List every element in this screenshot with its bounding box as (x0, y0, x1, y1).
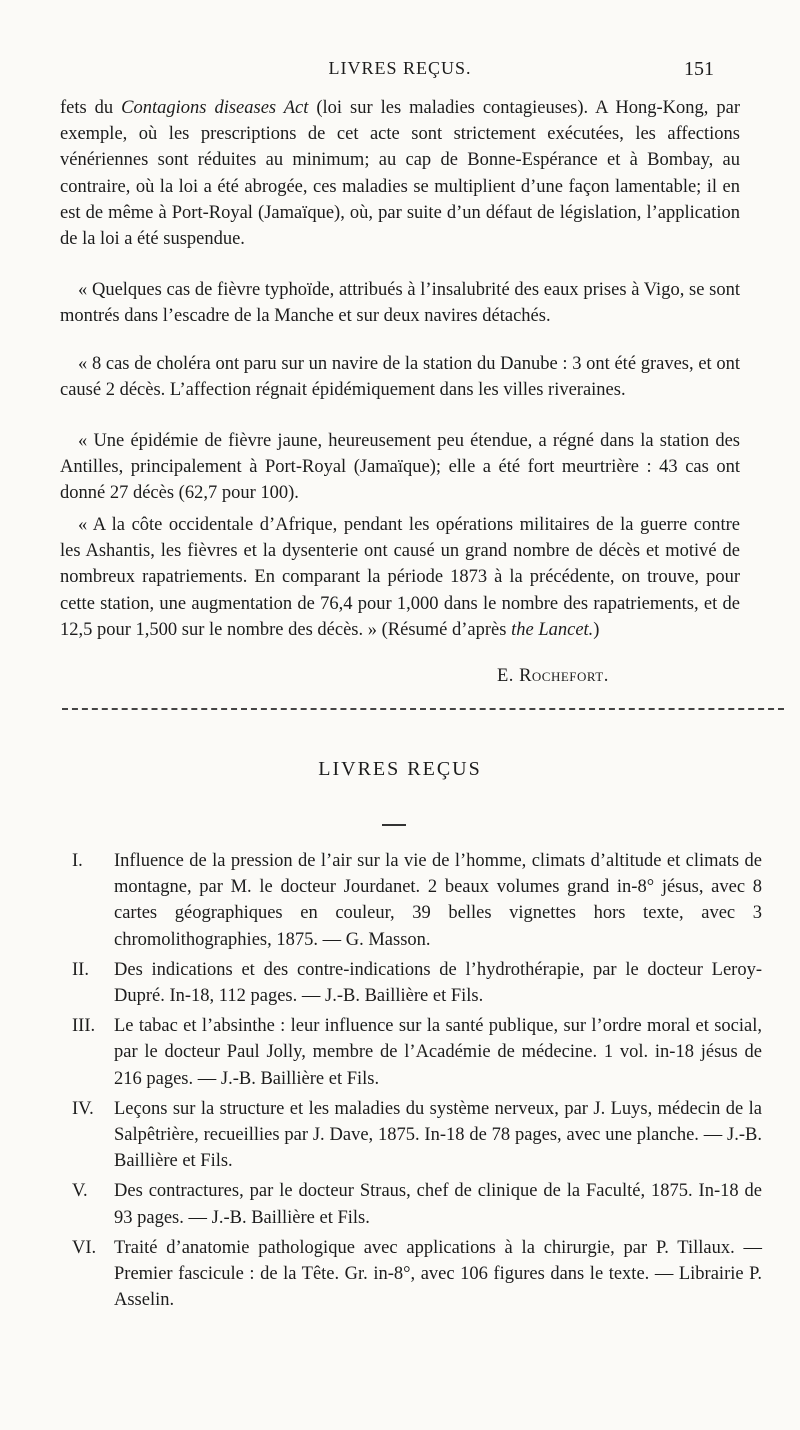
book-list-item (72, 1178, 762, 1230)
article-paragraph (60, 277, 740, 329)
item-numeral: VI. (72, 1237, 97, 1258)
section-heading: LIVRES REÇUS (318, 758, 482, 780)
signature-name: Rochefort. (519, 666, 609, 686)
paragraph-text (60, 95, 740, 252)
item-numeral: IV. (72, 1098, 94, 1119)
paragraph-text (60, 512, 740, 643)
article-paragraph (60, 512, 740, 643)
text-run: « Une épidémie de fièvre jaune, heureusement peu étendue, a régné dans la station des Antilles, principalement à Port-Royal (Jamaïque); elle a été fort meurtrière : 43 cas ont donné 27 décès (62,7 pour 100). (60, 431, 740, 504)
heading-rule (382, 824, 406, 826)
text-run: « 8 cas de choléra ont paru sur un navire de la station du Danube : 3 ont été graves, et ont causé 2 décès. L’affection régnait épidémiquement dans les villes riveraines. (60, 354, 740, 401)
item-numeral: III. (72, 1016, 96, 1037)
book-list-item (72, 1013, 762, 1092)
book-list-item (72, 957, 762, 1009)
article-paragraph (60, 428, 740, 507)
page-number: 151 (684, 58, 714, 80)
item-text: Influence de la pression de l’air sur la vie de l’homme, climats d’altitude et climats de montagne, par M. le docteur Jourdanet. 2 beaux volumes grand in-8° jésus, avec 8 cartes géographiques en couleur, 39 belles vignettes hors texte, avec 3 chromolithographies, 1875. — G. Masson. (114, 851, 762, 950)
section-divider (62, 708, 784, 710)
book-list-item (72, 1235, 762, 1314)
item-text: Des contractures, par le docteur Straus, chef de clinique de la Faculté, 1875. In-18 de 93 pages. — J.-B. Baillière et Fils. (114, 1181, 762, 1228)
book-list-item (72, 848, 762, 953)
text-run: « A la côte occidentale d’Afrique, pendant les opérations militaires de la guerre contre les Ashantis, les fièvres et la dysenterie ont causé un grand nombre de décès et motivé de nombreux rapatriements. En comparant la période 1873 à la précédente, on trouve, pour cette station, une augmentation de 76,4 pour 1,000 dans le nombre des rapatriements, et de 12,5 pour 1,500 sur le nombre des décès. » (Résumé d’après (60, 515, 740, 640)
article-paragraph (60, 351, 740, 403)
item-numeral: V. (72, 1181, 88, 1202)
book-list (72, 848, 762, 1317)
running-title: LIVRES REÇUS. (328, 58, 472, 78)
book-list-item (72, 1096, 762, 1175)
paragraph-text (60, 351, 740, 403)
paragraph-text (60, 277, 740, 329)
text-run: (loi sur les maladies contagieuses). A Hong-Kong, par exemple, où les prescriptions de cet acte sont strictement exécutées, les affections vénériennes sont réduites au minimum; au cap de Bonne-Espérance et à Bombay, au contraire, où la loi a été abrogée, ces maladies se multiplient d’une façon lamentable; il en est de même à Port-Royal (Jamaïque), où, par suite d’un défaut de législation, l’application de la loi a été suspendue. (60, 98, 740, 250)
running-head (0, 58, 800, 86)
item-numeral: I. (72, 851, 83, 871)
paragraph-text (60, 428, 740, 507)
item-text: Le tabac et l’absinthe : leur influence sur la santé publique, sur l’ordre moral et social, par le docteur Paul Jolly, membre de l’Académie de médecine. 1 vol. in-18 jésus de 216 pages. — J.-B. Baillière et Fils. (114, 1016, 762, 1089)
author-signature (497, 666, 609, 687)
article-paragraph (60, 95, 740, 252)
act-title: Contagions diseases Act (121, 98, 309, 118)
text-run: fets du (60, 98, 122, 118)
item-text: Des indications et des contre-indications de l’hydrothérapie, par le docteur Leroy-Dupré. In-18, 112 pages. — J.-B. Baillière et Fils. (114, 959, 762, 1007)
item-text: Traité d’anatomie pathologique avec applications à la chirurgie, par P. Tillaux. — Premier fascicule : de la Tête. Gr. in-8°, avec 106 figures dans le texte. — Librairie P. Asselin. (114, 1237, 762, 1311)
source-title: the Lancet. (511, 619, 594, 640)
item-text: Leçons sur la structure et les maladies du système nerveux, par J. Luys, médecin de la Salpêtrière, recueillies par J. Dave, 1875. In-18 de 78 pages, avec une planche. — J.-B. Baillière et Fils. (114, 1098, 762, 1172)
text-run: « Quelques cas de fièvre typhoïde, attribués à l’insalubrité des eaux prises à Vigo, se sont montrés dans l’escadre de la Manche et sur deux navires détachés. (60, 280, 740, 327)
text-run: ) (593, 619, 600, 640)
item-numeral: II. (72, 959, 89, 980)
signature-initial: E. (497, 666, 520, 686)
